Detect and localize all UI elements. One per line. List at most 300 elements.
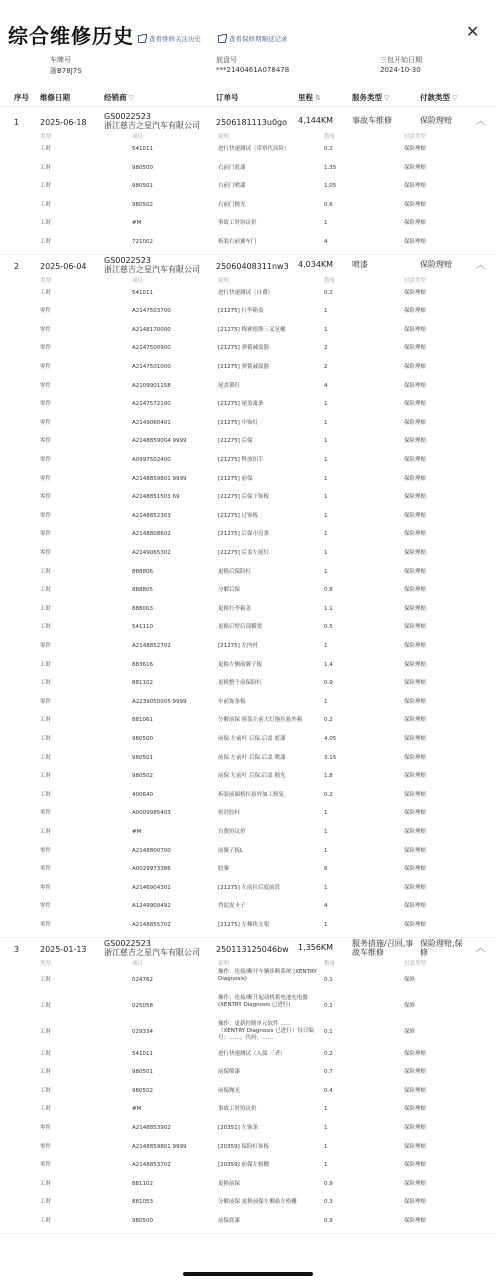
view-warranty-extension-label: 查看保修期顺延记录 xyxy=(229,35,288,43)
item-row xyxy=(0,1019,496,1045)
item-description: 前保 左前叶 后保.后盖 喷漆 xyxy=(218,754,286,761)
item-row xyxy=(0,823,496,842)
item-description: 操作：连接/断开车辆诊断系统 (XENTRY Diagnosis) xyxy=(218,968,317,982)
pay-type: 保险理赔 xyxy=(420,116,452,125)
item-quantity: 4 xyxy=(324,382,328,389)
item-code: 881061 xyxy=(132,717,153,724)
item-pay-type: 保险理赔 xyxy=(404,754,427,761)
item-pay-type: 保险理赔 xyxy=(404,550,427,556)
item-pay-type: 保险理赔 xyxy=(404,475,427,482)
order-date: 2025-01-13 xyxy=(40,944,87,954)
item-row xyxy=(0,377,496,396)
item-quantity: 4 xyxy=(324,239,328,245)
item-quantity: 0.9 xyxy=(324,1180,333,1187)
sub-column-header: 类型 xyxy=(40,134,52,140)
item-code: 029334 xyxy=(132,1028,153,1035)
item-row xyxy=(0,488,496,507)
item-description: 更换左侧前翼子板 xyxy=(218,661,263,668)
item-code: 881102 xyxy=(132,1180,153,1187)
order-number: 2 xyxy=(14,261,20,271)
item-quantity: 1 xyxy=(324,922,328,928)
item-code: 888806 xyxy=(132,568,153,575)
item-pay-type: 保险理赔 xyxy=(404,680,427,687)
item-row xyxy=(0,1175,496,1194)
item-row xyxy=(0,860,496,879)
collapse-chevron-icon[interactable]: ︿ xyxy=(476,260,486,271)
item-code: A0009985403 xyxy=(132,810,171,817)
item-description: [21275] 左梯块支架 xyxy=(218,922,270,928)
item-code: 400640 xyxy=(132,791,153,798)
item-type: 工时 xyxy=(40,183,52,190)
item-quantity: 1 xyxy=(324,1125,328,1131)
sub-column-header: 付款类型 xyxy=(404,134,427,140)
item-code: A2148853702 xyxy=(132,1162,171,1169)
item-row xyxy=(0,507,496,526)
order-date: 2025-06-18 xyxy=(40,118,87,127)
item-row xyxy=(0,140,496,159)
item-pay-type: 保险理赔 xyxy=(404,717,427,724)
item-code: A2148170000 xyxy=(132,326,171,333)
item-quantity: 1 xyxy=(324,494,328,501)
column-header-label: 服务类型 xyxy=(352,93,382,102)
item-type: 工时 xyxy=(40,829,52,835)
item-pay-type: 保险理赔 xyxy=(404,401,427,408)
item-row xyxy=(0,749,496,768)
item-pay-type: 保险理赔 xyxy=(404,1087,427,1094)
item-description: [21275] 过饰板 xyxy=(218,512,259,519)
item-row xyxy=(0,600,496,619)
collapse-chevron-icon[interactable]: ︿ xyxy=(476,943,486,954)
dealer-code: GS0022523 xyxy=(104,255,151,265)
item-quantity: 0.3 xyxy=(324,1199,333,1206)
item-code: A2148800700 xyxy=(132,847,171,854)
column-header-0 xyxy=(14,92,29,104)
dealer-code: GS0022523 xyxy=(104,112,151,121)
filter-icon[interactable]: ▽ xyxy=(452,94,458,102)
item-row xyxy=(0,1082,496,1101)
warranty-start-label: 三包开始日期 xyxy=(380,56,422,64)
item-type: 工时 xyxy=(40,1028,52,1035)
sub-column-header: 数量 xyxy=(324,277,336,284)
mileage: 4,034KM xyxy=(298,259,334,269)
item-quantity: 1 xyxy=(324,438,328,445)
item-quantity: 1.8 xyxy=(324,773,333,780)
item-row xyxy=(0,897,496,916)
item-description: 更换前保 xyxy=(218,1180,241,1187)
item-row xyxy=(0,656,496,675)
item-row xyxy=(0,786,496,805)
item-code: A2146904301 xyxy=(132,884,171,891)
item-row xyxy=(0,233,496,252)
item-code: 980501 xyxy=(132,183,153,190)
item-pay-type: 保险理赔 xyxy=(404,201,427,208)
item-description: 尾盖锁钉 xyxy=(218,382,241,389)
sub-column-header: 项目 xyxy=(132,134,144,140)
vin-value: ***2140461A078478 xyxy=(216,66,290,74)
item-code: 888003 xyxy=(132,605,153,612)
item-type: 零件 xyxy=(40,1143,52,1150)
item-description: 拆装右前翼车门 xyxy=(218,239,257,245)
item-row xyxy=(0,1045,496,1064)
item-row xyxy=(0,196,496,215)
item-row xyxy=(0,618,496,637)
item-type: 工时 xyxy=(40,736,52,742)
item-quantity: 0.2 xyxy=(324,717,333,724)
column-header-4[interactable] xyxy=(298,92,321,104)
item-quantity: 1 xyxy=(324,1143,328,1150)
order-divider xyxy=(0,254,496,255)
item-description: [21275] 弹簧减震器 xyxy=(218,345,270,352)
item-type: 工时 xyxy=(40,791,52,798)
item-quantity: 0.9 xyxy=(324,680,333,687)
item-row xyxy=(0,395,496,414)
item-description: 前翼子板L xyxy=(218,847,244,854)
item-description: 事故工时协议价 xyxy=(218,1106,257,1113)
item-pay-type: 保险理赔 xyxy=(404,1069,427,1076)
vin-label: 底盘号 xyxy=(216,56,237,64)
item-pay-type: 保险理赔 xyxy=(404,568,427,575)
item-type: 零件 xyxy=(40,1162,52,1169)
item-code: A2148808602 xyxy=(132,531,171,538)
item-type: 零件 xyxy=(40,364,52,370)
sub-column-header: 付款类型 xyxy=(404,277,427,284)
item-type: 工时 xyxy=(40,1087,52,1094)
item-code: 881102 xyxy=(132,680,153,687)
item-quantity: 1 xyxy=(324,568,328,575)
item-type: 工时 xyxy=(40,1218,52,1224)
dealer-code: GS0022523 xyxy=(104,938,151,948)
column-header-label: 里程 xyxy=(298,93,313,102)
item-description: [21275] 后保 xyxy=(218,438,253,445)
item-quantity: 0.7 xyxy=(324,1069,333,1076)
item-pay-type: 保修 xyxy=(404,1028,416,1035)
item-quantity: 1 xyxy=(324,643,328,649)
item-pay-type: 保险理赔 xyxy=(404,661,427,668)
item-description: 分解后保 xyxy=(218,587,241,594)
sub-column-header: 项目 xyxy=(132,277,144,284)
item-quantity: 1 xyxy=(324,698,328,705)
item-pay-type: 保险理赔 xyxy=(404,1143,427,1150)
item-code: #M xyxy=(132,829,142,835)
item-quantity: 0.5 xyxy=(324,624,333,631)
item-quantity: 1 xyxy=(324,308,328,315)
order-divider xyxy=(0,1233,496,1234)
item-type: 工时 xyxy=(40,1050,52,1057)
item-code: A2147500900 xyxy=(132,345,171,352)
pay-type: 保险理赔,保修 xyxy=(420,938,463,957)
item-quantity: 0.8 xyxy=(324,587,333,594)
item-code: 721002 xyxy=(132,239,153,245)
column-header-5[interactable] xyxy=(352,92,389,104)
item-type: 零件 xyxy=(40,494,52,501)
item-row xyxy=(0,842,496,861)
item-code: A2149065302 xyxy=(132,550,171,556)
external-link-icon xyxy=(138,35,146,43)
item-description: [21275] 后盖左尾灯 xyxy=(218,550,270,556)
item-pay-type: 保险理赔 xyxy=(404,847,427,854)
item-description: 前保 左前叶 后保.后盖 抛光 xyxy=(218,773,286,780)
sub-column-header: 付款类型 xyxy=(404,960,427,967)
service-type: 事故车维修 xyxy=(352,116,392,125)
item-type: 工时 xyxy=(40,1106,52,1113)
sub-column-header: 数量 xyxy=(324,134,336,140)
item-pay-type: 保险理赔 xyxy=(404,419,427,426)
item-description: 右前门抛光 xyxy=(218,201,246,208)
item-description: 分解前保 更换前保左侧悬左格栅 xyxy=(218,1199,297,1206)
item-row xyxy=(0,339,496,358)
column-header-label: 订单号 xyxy=(216,93,239,102)
dealer-name: 浙江慈吉之星汽车有限公司 xyxy=(104,947,200,957)
item-code: A2148859004 9999 xyxy=(132,438,187,445)
order-number: 3 xyxy=(14,944,20,954)
item-pay-type: 保险理赔 xyxy=(404,512,427,519)
item-quantity: 0.2 xyxy=(324,289,333,296)
item-code: 888805 xyxy=(132,587,153,594)
item-description: 前保底漆 xyxy=(218,1218,241,1224)
filter-icon[interactable]: ▽ xyxy=(128,94,134,102)
item-row xyxy=(0,879,496,898)
item-description: 右前门底漆 xyxy=(218,164,246,171)
item-row xyxy=(0,916,496,935)
item-code: 881053 xyxy=(132,1199,153,1206)
item-row xyxy=(0,1193,496,1212)
item-row xyxy=(0,967,496,993)
item-code: 980501 xyxy=(132,1069,153,1076)
item-pay-type: 保险理赔 xyxy=(404,531,427,538)
item-quantity: 1 xyxy=(324,419,328,426)
item-quantity: 1 xyxy=(324,475,328,482)
service-type: 服务措施/召回,事故车维修 xyxy=(352,938,414,957)
item-row xyxy=(0,1100,496,1119)
item-pay-type: 保险理赔 xyxy=(404,457,427,463)
item-quantity: 0.9 xyxy=(324,1218,333,1224)
item-code: A2148855702 xyxy=(132,922,171,928)
item-row xyxy=(0,470,496,489)
item-quantity: 6 xyxy=(324,866,328,873)
item-pay-type: 保险理赔 xyxy=(404,773,427,780)
item-description: [21275] 后保中亮条 xyxy=(218,531,270,538)
item-type: 工时 xyxy=(40,587,52,594)
item-quantity: 1 xyxy=(324,326,328,333)
item-description: 前保 左前叶 后保.后盖 底漆 xyxy=(218,736,286,742)
item-type: 工时 xyxy=(40,146,52,152)
item-code: 883616 xyxy=(132,661,153,668)
item-description: 更换行李箱盖 xyxy=(218,605,252,612)
sub-column-header: 类型 xyxy=(40,277,52,284)
item-quantity: 0.2 xyxy=(324,1050,333,1057)
item-pay-type: 保险理赔 xyxy=(404,587,427,594)
item-pay-type: 保险理赔 xyxy=(404,1180,427,1187)
item-pay-type: 保险理赔 xyxy=(404,884,427,891)
item-description: [21275] 前保 xyxy=(218,475,253,482)
item-quantity: 4.05 xyxy=(324,736,337,742)
item-description: 拆装前圈格拉悬外加工修复 xyxy=(218,791,285,798)
item-quantity: 1 xyxy=(324,401,328,408)
item-type: 工时 xyxy=(40,1199,52,1206)
item-pay-type: 保险理赔 xyxy=(404,643,427,649)
item-description: [21275] 左前拉后度前段 xyxy=(218,884,281,891)
item-description: [21275] 尾盖寓条 xyxy=(218,401,264,408)
item-type: 零件 xyxy=(40,457,52,463)
item-type: 工时 xyxy=(40,239,52,245)
item-description: [20351] 左饰条 xyxy=(218,1125,259,1131)
item-quantity: 1 xyxy=(324,810,328,817)
column-header-6[interactable] xyxy=(420,92,457,104)
item-row xyxy=(0,674,496,693)
item-row xyxy=(0,1063,496,1082)
item-pay-type: 保险理赔 xyxy=(404,1199,427,1206)
item-code: 541011 xyxy=(132,1050,153,1057)
item-description: [20359] 保险杠饰板 xyxy=(218,1143,270,1150)
item-type: 工时 xyxy=(40,220,52,227)
item-quantity: 1 xyxy=(324,512,328,519)
collapse-chevron-icon[interactable]: ︿ xyxy=(476,117,486,127)
item-code: A2148851503 69 xyxy=(132,494,180,501)
item-row xyxy=(0,767,496,786)
item-pay-type: 保险理赔 xyxy=(404,605,427,612)
item-code: 980502 xyxy=(132,201,153,208)
order-id: 2506181113u0go xyxy=(216,118,288,127)
item-quantity: 1 xyxy=(324,847,328,854)
item-quantity: 1.05 xyxy=(324,183,337,190)
item-row xyxy=(0,321,496,340)
item-type: 工时 xyxy=(40,680,52,687)
item-quantity: 1 xyxy=(324,829,328,835)
item-quantity: 1 xyxy=(324,457,328,463)
plate-label: 车牌号 xyxy=(50,56,71,64)
column-header-label: 经销商 xyxy=(104,93,127,102)
item-description: 进行快速测试（带察代高险） xyxy=(218,146,290,152)
item-type: 零件 xyxy=(40,810,52,817)
item-description: 车前饰条板 xyxy=(218,698,246,705)
item-description: [21275] 左内衬 xyxy=(218,643,259,649)
item-row xyxy=(0,693,496,712)
service-type: 喷漆 xyxy=(352,259,368,269)
item-quantity: 1 xyxy=(324,531,328,538)
sub-column-header: 项目 xyxy=(132,960,144,967)
item-type: 工时 xyxy=(40,773,52,780)
item-code: A2149060401 xyxy=(132,419,171,426)
item-type: 零件 xyxy=(40,512,52,519)
item-description: [21275] 梅赛德斯三叉星徽 xyxy=(218,326,286,333)
item-pay-type: 保险理赔 xyxy=(404,1162,427,1169)
item-pay-type: 保险理赔 xyxy=(404,810,427,817)
item-row xyxy=(0,358,496,377)
view-attention-history-link[interactable] xyxy=(138,34,201,43)
item-quantity: 1 xyxy=(324,884,328,891)
order-divider xyxy=(0,937,496,938)
item-row xyxy=(0,1212,496,1231)
item-description: [21275] 行李箱盖 xyxy=(218,308,264,315)
dealer-name: 浙江慈吉之星汽车有限公司 xyxy=(104,264,200,274)
item-row xyxy=(0,284,496,303)
column-header-label: 维修日期 xyxy=(40,93,70,102)
item-code: A0029973386 xyxy=(132,866,171,873)
item-quantity: 0.6 xyxy=(324,201,333,208)
item-description: 分解前保 拆装左前大灯拖拉悬外箱 xyxy=(218,717,303,724)
item-row xyxy=(0,451,496,470)
item-code: A2109901158 xyxy=(132,382,171,389)
item-description: [21275] 释放扣手 xyxy=(218,457,264,463)
item-type: 零件 xyxy=(40,643,52,649)
item-description: [21275] 弹簧减震器 xyxy=(218,364,270,370)
item-description: [20359] 前保左格栅 xyxy=(218,1162,270,1169)
item-code: 980500 xyxy=(132,1218,153,1224)
item-pay-type: 保险理赔 xyxy=(404,326,427,333)
sub-column-header: 说明 xyxy=(218,960,230,967)
item-quantity: 0.1 xyxy=(324,1002,333,1009)
item-pay-type: 保险理赔 xyxy=(404,289,427,296)
item-pay-type: 保险理赔 xyxy=(404,903,427,910)
item-pay-type: 保险理赔 xyxy=(404,438,427,445)
item-type: 零件 xyxy=(40,884,52,891)
item-pay-type: 保险理赔 xyxy=(404,183,427,190)
item-row xyxy=(0,730,496,749)
item-row xyxy=(0,159,496,178)
item-description: 事故工时协议价 xyxy=(218,220,257,227)
sub-column-header: 数量 xyxy=(324,960,336,967)
order-id: 25060408311nw3 xyxy=(216,261,289,271)
item-type: 零件 xyxy=(40,550,52,556)
sub-column-header: 说明 xyxy=(218,134,230,140)
sub-column-header: 类型 xyxy=(40,960,52,967)
item-code: 541110 xyxy=(132,624,153,631)
item-pay-type: 保险理赔 xyxy=(404,345,427,352)
item-type: 零件 xyxy=(40,401,52,408)
view-warranty-extension-link[interactable] xyxy=(218,34,288,43)
mileage: 4,144KM xyxy=(298,116,334,125)
item-code: A1249900492 xyxy=(132,903,171,910)
item-type: 工时 xyxy=(40,605,52,612)
item-pay-type: 保险理赔 xyxy=(404,308,427,315)
item-description: 进行快速测试（自费） xyxy=(218,289,274,296)
close-icon[interactable]: ✕ xyxy=(466,22,480,41)
item-type: 工时 xyxy=(40,624,52,631)
item-pay-type: 保险理赔 xyxy=(404,164,427,171)
item-quantity: 4 xyxy=(324,903,328,910)
column-header-label: 序号 xyxy=(14,93,29,102)
item-code: 541011 xyxy=(132,146,153,152)
warranty-start-value: 2024-10-30 xyxy=(380,66,421,74)
item-pay-type: 保险理赔 xyxy=(404,1125,427,1131)
item-description: 操作：更新控制单元软件 ……（XENTRY Diagnosis 已进行）每日编号：……，代码：…… xyxy=(218,1020,314,1041)
dealer-name: 浙江慈吉之星汽车有限公司 xyxy=(104,121,200,130)
item-pay-type: 保修 xyxy=(404,1002,416,1009)
item-code: 024762 xyxy=(132,976,153,983)
item-pay-type: 保险理赔 xyxy=(404,364,427,370)
item-quantity: 0.1 xyxy=(324,1028,333,1035)
item-pay-type: 保险理赔 xyxy=(404,239,427,245)
item-pay-type: 保险理赔 xyxy=(404,220,427,227)
item-pay-type: 保险理赔 xyxy=(404,494,427,501)
order-id: 250113125046bw xyxy=(216,944,289,954)
sort-icon[interactable]: ⇅ xyxy=(315,94,321,102)
plate-value: 浙B78J7S xyxy=(50,67,82,75)
item-type: 零件 xyxy=(40,531,52,538)
item-type: 零件 xyxy=(40,922,52,928)
item-description: 密封胶杆 xyxy=(218,810,241,817)
column-header-2[interactable] xyxy=(104,92,134,104)
item-quantity: 1.35 xyxy=(324,164,337,171)
filter-icon[interactable]: ▽ xyxy=(384,94,390,102)
item-code: #M xyxy=(132,220,142,227)
item-type: 零件 xyxy=(40,847,52,854)
order-date: 2025-06-04 xyxy=(40,261,87,271)
item-code: #M xyxy=(132,1106,142,1113)
item-pay-type: 保险理赔 xyxy=(404,791,427,798)
item-row xyxy=(0,1138,496,1157)
item-description: 胶棄 xyxy=(218,866,230,873)
